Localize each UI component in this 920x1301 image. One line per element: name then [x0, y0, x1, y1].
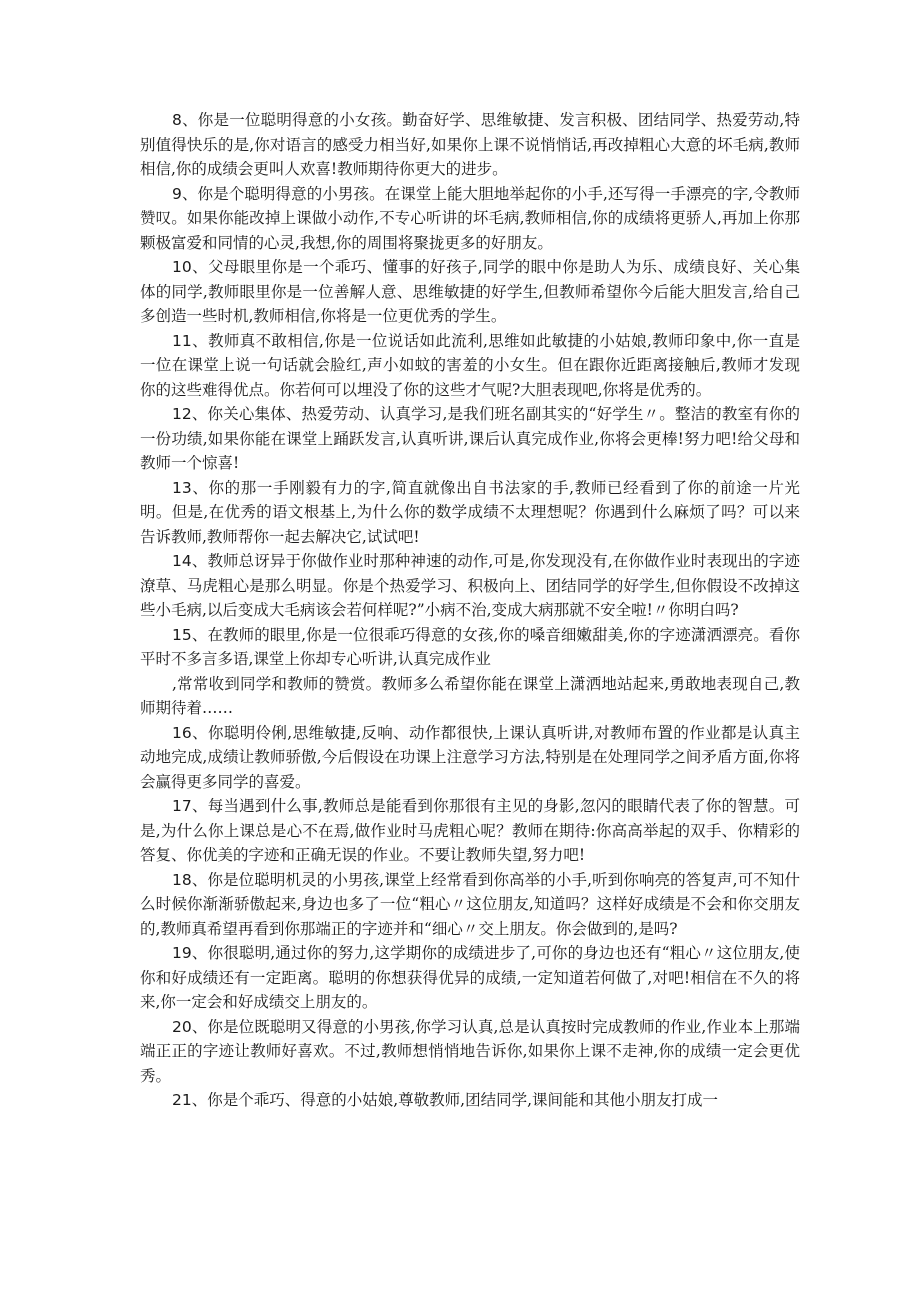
comment-text: 、你是个乖巧、得意的小姑娘,尊敬教师,团结同学,课间能和其他小朋友打成一 — [191, 1091, 719, 1109]
comment-number: 12 — [172, 405, 192, 423]
comment-16 — [140, 721, 800, 795]
comment-text: 、你是个聪明得意的小男孩。在课堂上能大胆地举起你的小手,还写得一手漂亮的字,令教师赞叹。如果你能改掉上课做小动作,不专心听讲的坏毛病,教师相信,你的成绩将更骄人,再加上你那颗极富爱和同情的心灵,我想,你的周围将聚拢更多的好朋友。 — [140, 184, 800, 252]
comment-15-continued — [140, 672, 800, 721]
comment-9 — [140, 182, 800, 256]
comment-text: 、你是位聪明机灵的小男孩,课堂上经常看到你高举的小手,听到你响亮的答复声,可不知什么时候你渐渐骄傲起来,身边也多了一位“粗心〃这位朋友,知道吗？这样好成绩是不会和你交朋友的,教师真希望再看到你那端正的字迹并和“细心〃交上朋友。你会做到的,是吗? — [140, 870, 800, 938]
comment-number: 18 — [172, 870, 192, 889]
comment-number: 13 — [172, 478, 192, 497]
comment-text: 、教师真不敢相信,你是一位说话如此流利,思维如此敏捷的小姑娘,教师印象中,你一直是一位在课堂上说一句话就会脸红,声小如蚊的害羞的小女生。但在跟你近距离接触后,教师才发现你的这些难得优点。你若何可以埋没了你的这些才气呢?大胆表现吧,你将是优秀的。 — [140, 331, 800, 399]
comment-text: 、每当遇到什么事,教师总是能看到你那很有主见的身影,忽闪的眼睛代表了你的智慧。可是,为什么你上课总是心不在焉,做作业时马虎粗心呢？教师在期待:你高高举起的双手、你精彩的答复、你优美的字迹和正确无误的作业。不要让教师失望,努力吧! — [140, 797, 800, 864]
comment-20 — [140, 1015, 800, 1089]
comment-13 — [140, 476, 800, 550]
comment-text: 、教师总讶异于你做作业时那种神速的动作,可是,你发现没有,在你做作业时表现出的字迹潦草、马虎粗心是那么明显。你是个热爱学习、积极向上、团结同学的好学生,但你假设不改掉这些小毛病,以后变成大毛病该会若何样呢?”小病不治,变成大病那就不安全啦!〃你明白吗? — [140, 552, 800, 619]
comment-number: 20 — [172, 1017, 192, 1036]
comment-10 — [140, 255, 800, 329]
comment-12 — [140, 402, 800, 476]
comment-text: 、父母眼里你是一个乖巧、懂事的好孩子,同学的眼中你是助人为乐、成绩良好、关心集体的同学,教师眼里你是一位善解人意、思维敏捷的好学生,但教师希望你今后能大胆发言,给自己多创造一些时机,教师相信,你将是一位更优秀的学生。 — [140, 258, 800, 325]
comment-15 — [140, 623, 800, 672]
comment-number: 9 — [172, 184, 182, 203]
comment-number: 19 — [172, 944, 192, 962]
comment-number: 15 — [172, 625, 192, 644]
comment-text: 、你聪明伶俐,思维敏捷,反响、动作都很快,上课认真听讲,对教师布置的作业都是认真主动地完成,成绩让教师骄傲,今后假设在功课上注意学习方法,特别是在处理同学之间矛盾方面,你将会赢得更多同学的喜爱。 — [140, 723, 800, 791]
comment-21 — [140, 1088, 800, 1113]
comment-11 — [140, 329, 800, 403]
comment-number: 21 — [172, 1091, 192, 1109]
comment-14 — [140, 549, 800, 623]
comment-8 — [140, 108, 800, 182]
comment-text: ,常常收到同学和教师的赞赏。教师多么希望你能在课堂上潇洒地站起来,勇敢地表现自己,教师期待着…… — [140, 674, 800, 717]
comment-number: 8 — [172, 111, 182, 129]
comment-number: 16 — [172, 723, 192, 742]
comment-text: 、你的那一手刚毅有力的字,简直就像出自书法家的手,教师已经看到了你的前途一片光明。但是,在优秀的语文根基上,为什么你的数学成绩不太理想呢？你遇到什么麻烦了吗？可以来告诉教师,教师帮你一起去解决它,试试吧! — [140, 478, 800, 546]
comment-number: 11 — [172, 331, 192, 350]
comment-text: 、在教师的眼里,你是一位很乖巧得意的女孩,你的嗓音细嫩甜美,你的字迹潇洒漂亮。看你平时不多言多语,课堂上你却专心听讲,认真完成作业 — [140, 625, 800, 668]
comment-number: 14 — [172, 552, 192, 570]
comment-text: 、你很聪明,通过你的努力,这学期你的成绩进步了,可你的身边也还有“粗心〃这位朋友,使你和好成绩还有一定距离。聪明的你想获得优异的成绩,一定知道若何做了,对吧!相信在不久的将来,你一定会和好成绩交上朋友的。 — [140, 944, 800, 1011]
comment-number: 17 — [172, 797, 192, 815]
comment-text: 、你是位既聪明又得意的小男孩,你学习认真,总是认真按时完成教师的作业,作业本上那端端正正的字迹让教师好喜欢。不过,教师想悄悄地告诉你,如果你上课不走神,你的成绩一定会更优秀。 — [140, 1017, 800, 1085]
comment-text: 、你关心集体、热爱劳动、认真学习,是我们班名副其实的“好学生〃。整洁的教室有你的一份功绩,如果你能在课堂上踊跃发言,认真听讲,课后认真完成作业,你将会更棒!努力吧!给父母和教师一个惊喜! — [140, 405, 800, 472]
comment-text: 、你是一位聪明得意的小女孩。勤奋好学、思维敏捷、发言积极、团结同学、热爱劳动,特别值得快乐的是,你对语言的感受力相当好,如果你上课不说悄悄话,再改掉粗心大意的坏毛病,教师相信,你的成绩会更叫人欢喜!教师期待你更大的进步。 — [140, 111, 800, 178]
document-page — [140, 108, 800, 1113]
comment-number: 10 — [172, 258, 192, 276]
comment-17 — [140, 794, 800, 868]
comment-18 — [140, 868, 800, 942]
comment-19 — [140, 941, 800, 1015]
